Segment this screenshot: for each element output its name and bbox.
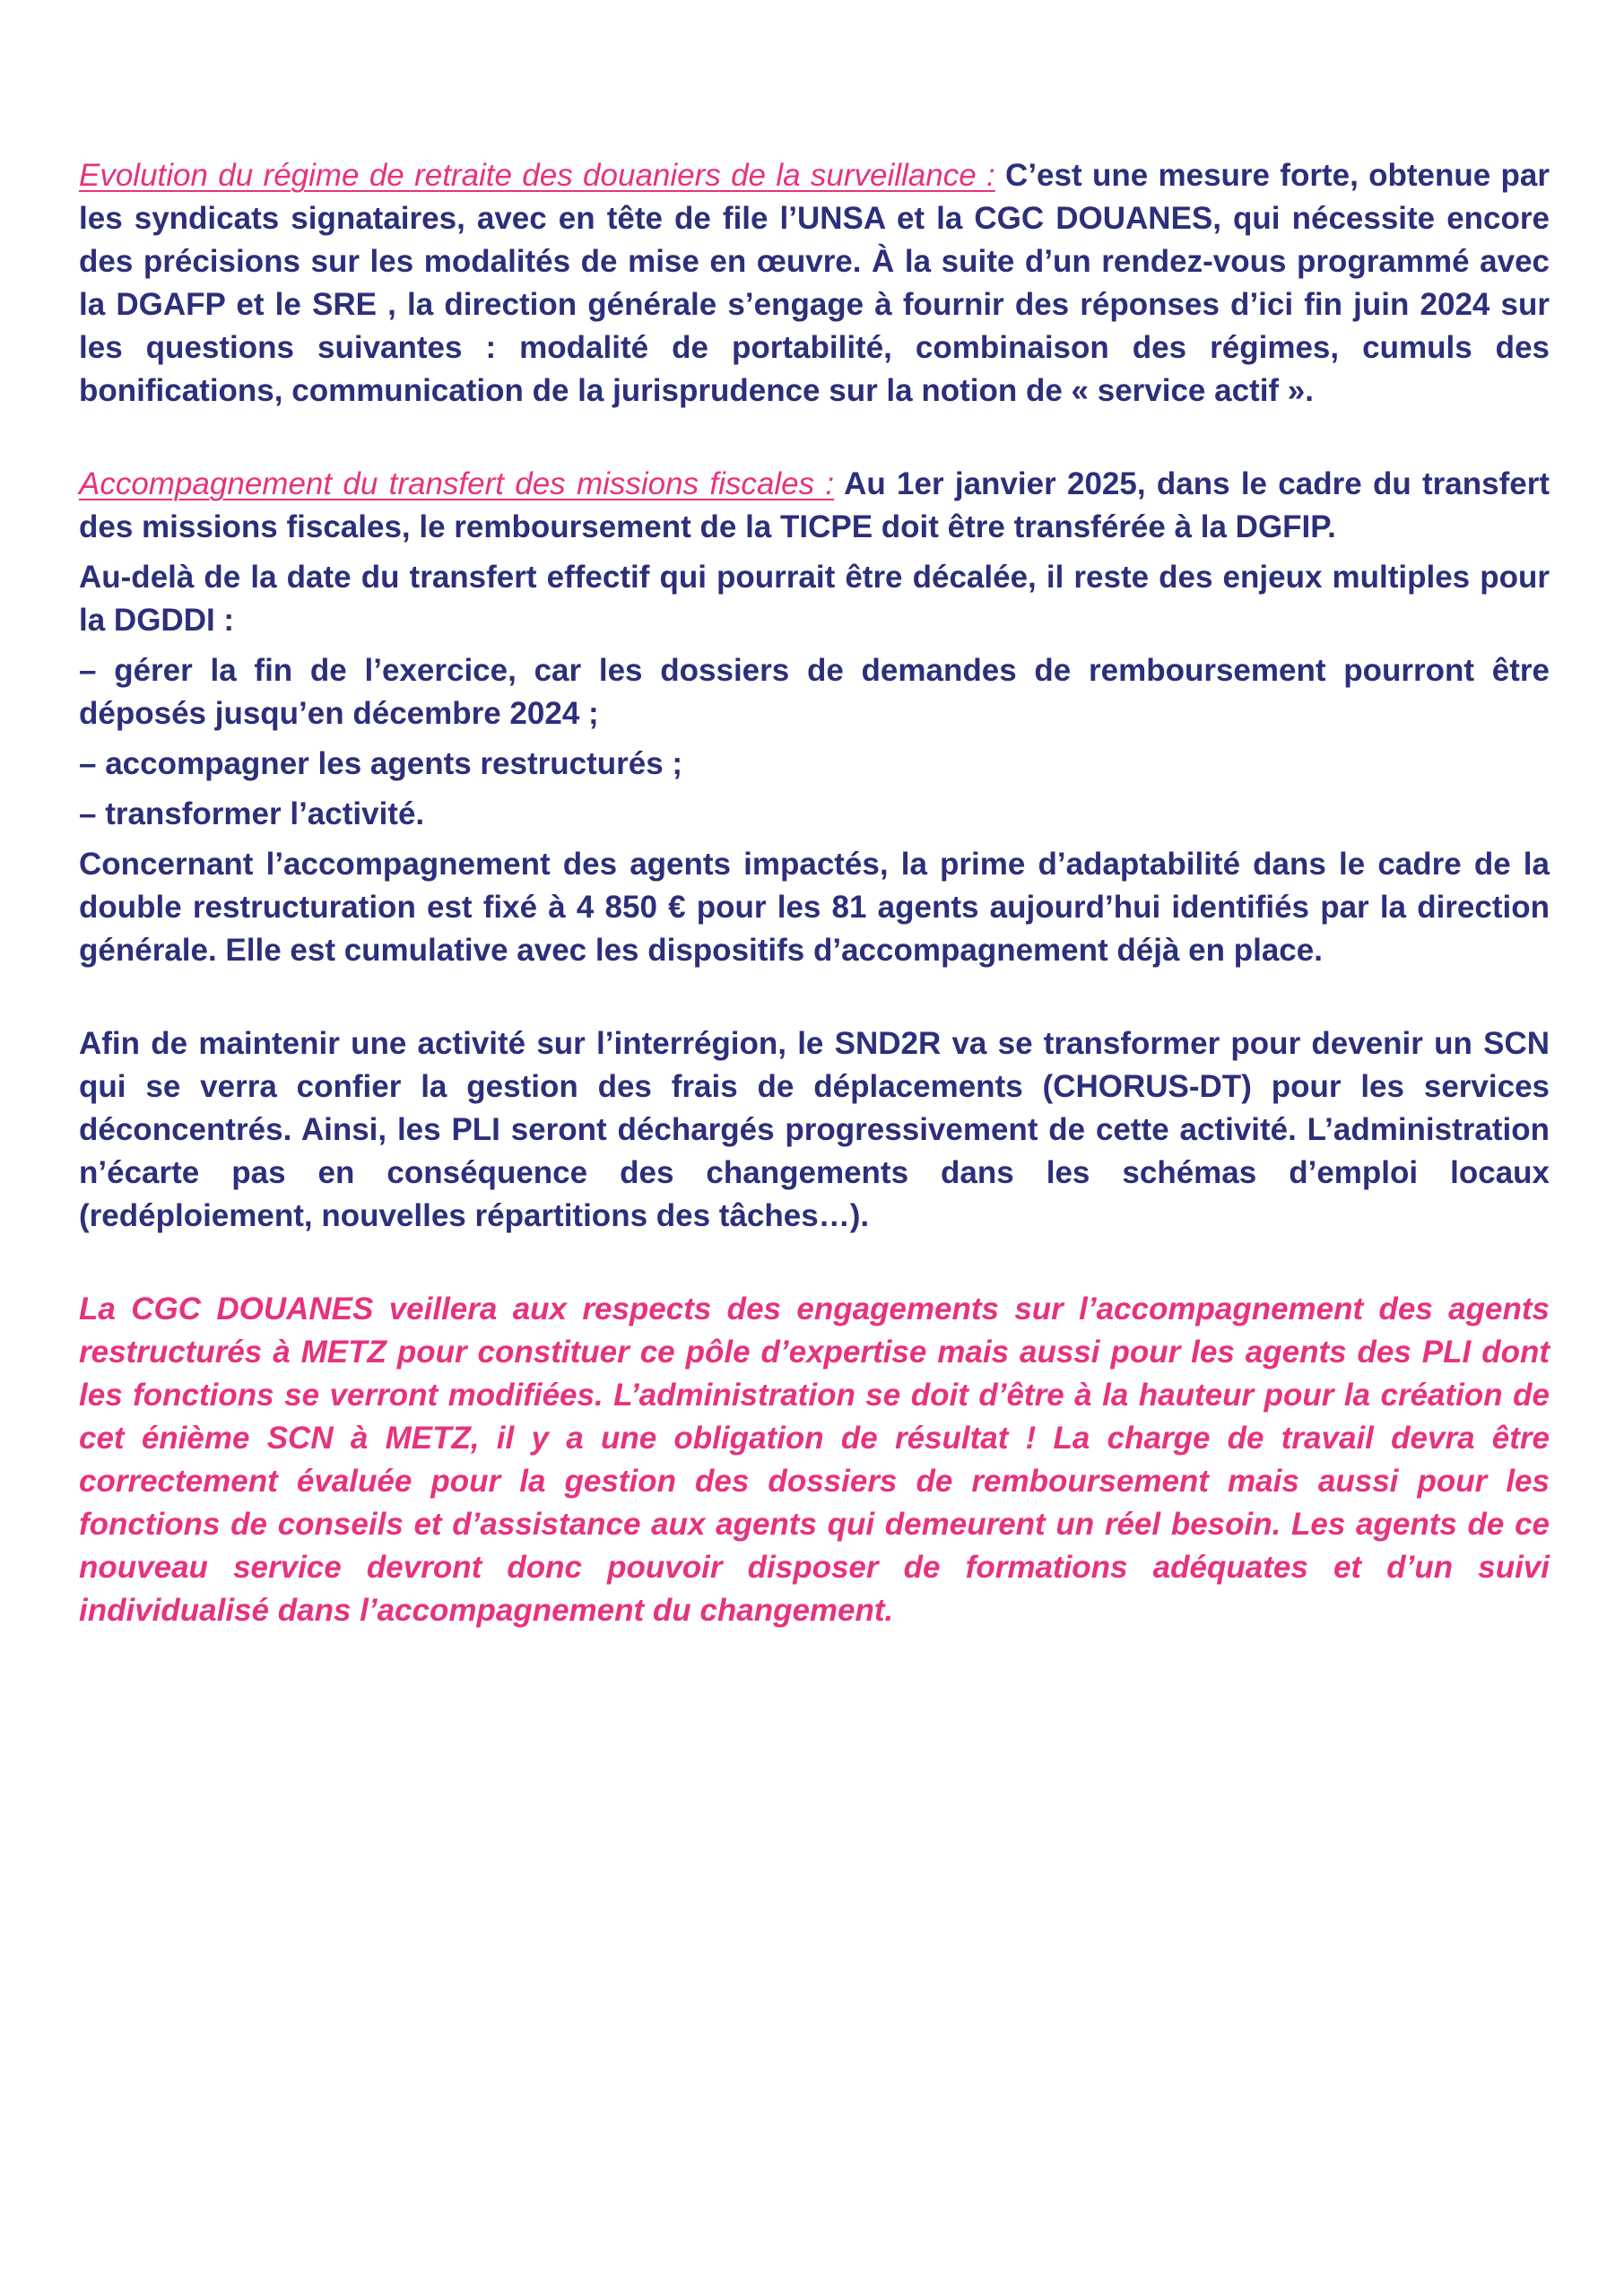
text-transfert: Au 1er janvier 2025, dans le cadre du transfert des missions fiscales, le remboursement de la TICPE doit être transférée à la DGFIP. bbox=[79, 466, 1550, 544]
text-retraite: C’est une mesure forte, obtenue par les syndicats signataires, avec en tête de file l’UNSA et la CGC DOUANES, qui nécessite encore des précisions sur les modalités de mise en œuvre. À la suite d’un rendez-vous programmé avec la DGAFP et le SRE , la direction générale s’engage à fournir des réponses d’ici fin juin 2024 sur les questions suivantes : modalité de portabilité, combinaison des régimes, cumuls des bonifications, communication de la jurisprudence sur la notion de « service actif ». bbox=[79, 158, 1550, 408]
paragraph-cgc-position: La CGC DOUANES veillera aux respects des engagements sur l’accompagnement des agents restructurés à METZ pour constituer ce pôle d’expertise mais aussi pour les agents des PLI dont les fonctions se verront modifiées. L’administration se doit d’être à la hauteur pour la création de cet énième SCN à METZ, il y a une obligation de résultat ! La charge de travail devra être correctement évaluée pour la gestion des dossiers de remboursement mais aussi pour les fonctions de conseils et d’assistance aux agents qui demeurent un réel besoin. Les agents de ce nouveau service devront donc pouvoir disposer de formations adéquates et d’un suivi individualisé dans l’accompagnement du changement. bbox=[79, 1292, 1550, 1628]
paragraph-transfert bbox=[79, 463, 1550, 549]
paragraph-retraite bbox=[79, 154, 1550, 413]
paragraph-snd2r: Afin de maintenir une activité sur l’interrégion, le SND2R va se transformer pour devenir un SCN qui se verra confier la gestion des frais de déplacements (CHORUS-DT) pour les services déconcentrés. Ainsi, les PLI seront déchargés progressivement de cette activité. L’administration n’écarte pas en conséquence des changements dans les schémas d’emploi locaux (redéploiement, nouvelles répartitions des tâches…). bbox=[79, 1026, 1550, 1233]
list-item: – transformer l’activité. bbox=[79, 796, 425, 831]
list-item: – accompagner les agents restructurés ; bbox=[79, 746, 683, 781]
paragraph-accompagnement: Concernant l’accompagnement des agents impactés, la prime d’adaptabilité dans le cadre de la double restructuration est fixé à 4 850 € pour les 81 agents aujourd’hui identifiés par la direction générale. Elle est cumulative avec les dispositifs d’accompagnement déjà en place. bbox=[79, 847, 1550, 968]
paragraph-enjeux: Au-delà de la date du transfert effectif qui pourrait être décalée, il reste des enjeux multiples pour la DGDDI : bbox=[79, 560, 1550, 638]
document-page bbox=[79, 154, 1550, 1632]
heading-transfert: Accompagnement du transfert des missions fiscales : bbox=[79, 466, 835, 501]
list-item: – gérer la fin de l’exercice, car les dossiers de demandes de remboursement pourront être déposés jusqu’en décembre 2024 ; bbox=[79, 653, 1550, 731]
heading-retraite: Evolution du régime de retraite des douaniers de la surveillance : bbox=[79, 158, 995, 193]
